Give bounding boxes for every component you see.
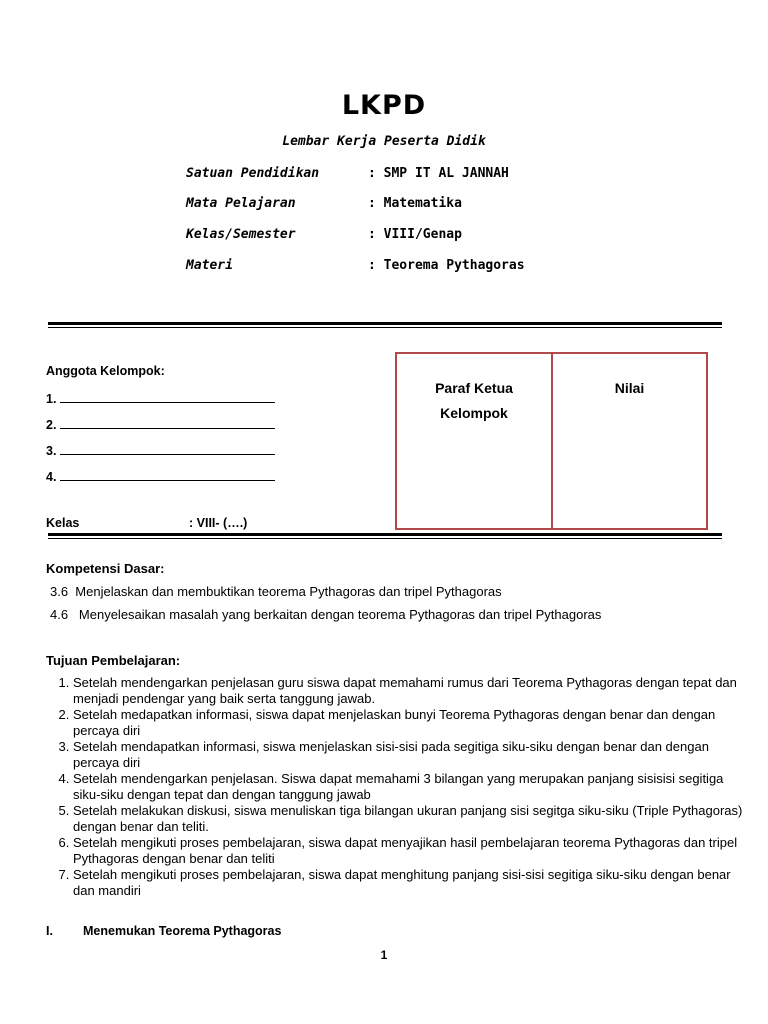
tujuan-list <box>48 675 753 899</box>
info-label-mapel: Mata Pelajaran <box>186 196 296 211</box>
member-number: 4. <box>46 470 57 484</box>
section-divider-thin <box>48 538 722 539</box>
section-title: Menemukan Teorema Pythagoras <box>83 924 282 938</box>
anggota-kelompok-label: Anggota Kelompok: <box>46 364 165 378</box>
paraf-ketua-box[interactable] <box>395 352 553 530</box>
nilai-label: Nilai <box>614 380 645 396</box>
list-item: 1. Setelah mendengarkan penjelasan guru siswa dapat memahami rumus dari Teorema Pythagoras dengan tepat dan menjadi pendengar yang baik serta tanggung jawab. <box>73 675 753 707</box>
header-divider-thick <box>48 322 722 325</box>
header-divider-thin <box>48 327 722 328</box>
member-number: 3. <box>46 444 57 458</box>
kompetensi-item-2: 4.6 Menyelesaikan masalah yang berkaitan dengan teorema Pythagoras dan tripel Pythagoras <box>50 607 602 622</box>
info-value-satuan: : SMP IT AL JANNAH <box>368 166 509 181</box>
member-line-3[interactable] <box>46 442 275 458</box>
list-item: 7. Setelah mengikuti proses pembelajaran, siswa dapat menghitung panjang sisi-sisi segitiga siku-siku dengan benar dan mandiri <box>73 867 753 899</box>
member-number: 2. <box>46 418 57 432</box>
kelas-label: Kelas <box>46 516 80 530</box>
member-line-2[interactable] <box>46 416 275 432</box>
kelas-value: : VIII- (….) <box>189 516 248 530</box>
list-item: 6. Setelah mengikuti proses pembelajaran, siswa dapat menyajikan hasil pembelajaran teorema Pythagoras dan tripel Pythagoras dengan benar dan teliti <box>73 835 753 867</box>
section-number: I. <box>46 924 53 938</box>
page-number: 1 <box>380 948 388 962</box>
list-item: 2. Setelah medapatkan informasi, siswa dapat menjelaskan bunyi Teorema Pythagoras dengan benar dan dengan percaya diri <box>73 707 753 739</box>
info-label-kelas: Kelas/Semester <box>186 227 296 242</box>
list-item: 3. Setelah mendapatkan informasi, siswa menjelaskan sisi-sisi pada segitiga siku-siku dengan benar dan dengan percaya diri <box>73 739 753 771</box>
info-value-mapel: : Matematika <box>368 196 462 211</box>
paraf-ketua-label-1: Paraf Ketua <box>435 380 513 396</box>
tujuan-heading: Tujuan Pembelajaran: <box>46 653 181 668</box>
info-label-satuan: Satuan Pendidikan <box>186 166 320 181</box>
list-item: 4. Setelah mendengarkan penjelasan. Siswa dapat memahami 3 bilangan yang merupakan panjang sisisisi segitiga siku-siku dengan tepat dan dengan tanggung jawab <box>73 771 753 803</box>
info-value-materi: : Teorema Pythagoras <box>368 258 525 273</box>
section-divider-thick <box>48 533 722 536</box>
list-item: 5. Setelah melakukan diskusi, siswa menuliskan tiga bilangan ukuran panjang sisi segitga siku-siku (Triple Pythagoras) dengan benar dan teliti. <box>73 803 753 835</box>
member-line-1[interactable] <box>46 390 275 406</box>
member-line-4[interactable] <box>46 468 275 484</box>
member-blank[interactable] <box>60 442 275 455</box>
page-subtitle: Lembar Kerja Peserta Didik <box>282 134 486 149</box>
info-value-kelas: : VIII/Genap <box>368 227 462 242</box>
kompetensi-item-1: 3.6 Menjelaskan dan membuktikan teorema Pythagoras dan tripel Pythagoras <box>50 584 502 599</box>
kompetensi-heading: Kompetensi Dasar: <box>46 561 165 576</box>
member-blank[interactable] <box>60 416 275 429</box>
member-blank[interactable] <box>60 468 275 481</box>
member-number: 1. <box>46 392 57 406</box>
page-title: LKPD <box>341 90 427 121</box>
member-blank[interactable] <box>60 390 275 403</box>
info-label-materi: Materi <box>186 258 233 273</box>
paraf-ketua-label-2: Kelompok <box>440 405 508 421</box>
nilai-box[interactable] <box>551 352 708 530</box>
